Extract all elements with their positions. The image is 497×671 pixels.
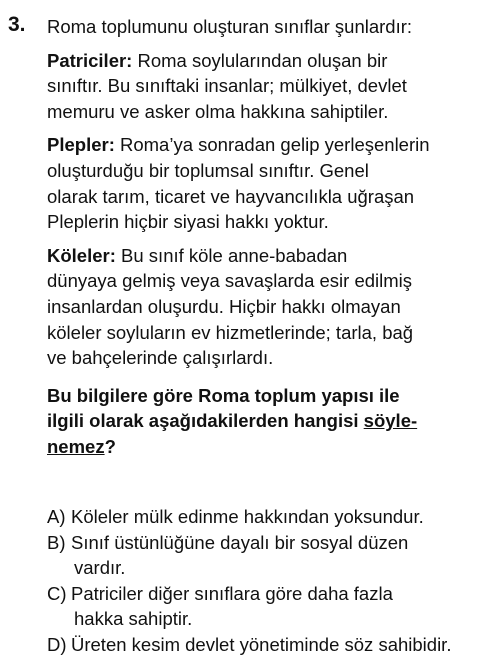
prompt-line: ilgili olarak aşağıdakilerden hangisi: [47, 410, 364, 432]
term-slaves: Köleler:: [47, 244, 116, 266]
term-plebeians: Plepler:: [47, 134, 115, 156]
prompt-underlined-word: söyle-: [363, 410, 418, 432]
option-text: Köleler mülk edinme hakkından yoksundur.: [71, 506, 424, 527]
option-b[interactable]: [47, 530, 492, 581]
paragraph-line: Roma soylularından oluşan bir: [132, 49, 388, 71]
option-letter: C): [47, 582, 67, 604]
option-text: hakka sahiptir.: [74, 608, 193, 630]
term-patricians: Patriciler:: [47, 49, 133, 71]
answer-options: [47, 504, 492, 658]
paragraph-line: memuru ve asker olma hakkına sahiptiler.: [47, 100, 389, 122]
option-text: Üreten kesim devlet yönetiminde söz sahibidir.: [71, 633, 452, 655]
paragraph-line: insanlardan oluşurdu. Hiçbir hakkı olmayan: [47, 295, 401, 317]
option-c[interactable]: [47, 581, 492, 632]
option-text: Patriciler diğer sınıflara göre daha fazla: [71, 582, 393, 604]
question-prompt: [47, 383, 487, 460]
paragraph-line: dünyaya gelmiş veya savaşlarda esir edilmiş: [47, 270, 413, 292]
question-number: 3.: [8, 13, 26, 36]
question-intro: Roma toplumunu oluşturan sınıflar şunlardır:: [47, 16, 413, 37]
paragraph-line: ve bahçelerinde çalışırlardı.: [47, 347, 274, 369]
option-letter: B): [47, 531, 66, 553]
option-text: vardır.: [74, 557, 126, 579]
paragraph-line: Pleplerin hiçbir siyasi hakkı yoktur.: [47, 211, 329, 233]
option-letter: A): [47, 506, 66, 527]
option-a[interactable]: [47, 504, 492, 530]
paragraph-line: köleler soyluların ev hizmetlerinde; tarla, bağ: [47, 321, 414, 343]
paragraph-line: olarak tarım, ticaret ve hayvancılıkla uğraşan: [47, 185, 415, 207]
paragraph-line: Bu sınıf köle anne-babadan: [115, 244, 348, 266]
question-body: [47, 14, 487, 460]
prompt-underlined-word: nemez: [47, 435, 105, 457]
paragraph-patricians: [47, 48, 487, 125]
option-text: Sınıf üstünlüğüne dayalı bir sosyal düzen: [71, 531, 409, 553]
paragraph-line: Roma’ya sonradan gelip yerleşenlerin: [114, 134, 430, 156]
paragraph-line: sınıftır. Bu sınıftaki insanlar; mülkiyet, devlet: [47, 75, 407, 97]
paragraph-line: oluşturduğu bir toplumsal sınıftır. Genel: [47, 159, 369, 181]
option-d[interactable]: [47, 632, 492, 658]
paragraph-plebeians: [47, 132, 487, 234]
prompt-question-mark: ?: [104, 435, 116, 457]
paragraph-slaves: [47, 243, 487, 371]
prompt-line: Bu bilgilere göre Roma toplum yapısı ile: [47, 384, 400, 406]
option-letter: D): [47, 633, 67, 655]
